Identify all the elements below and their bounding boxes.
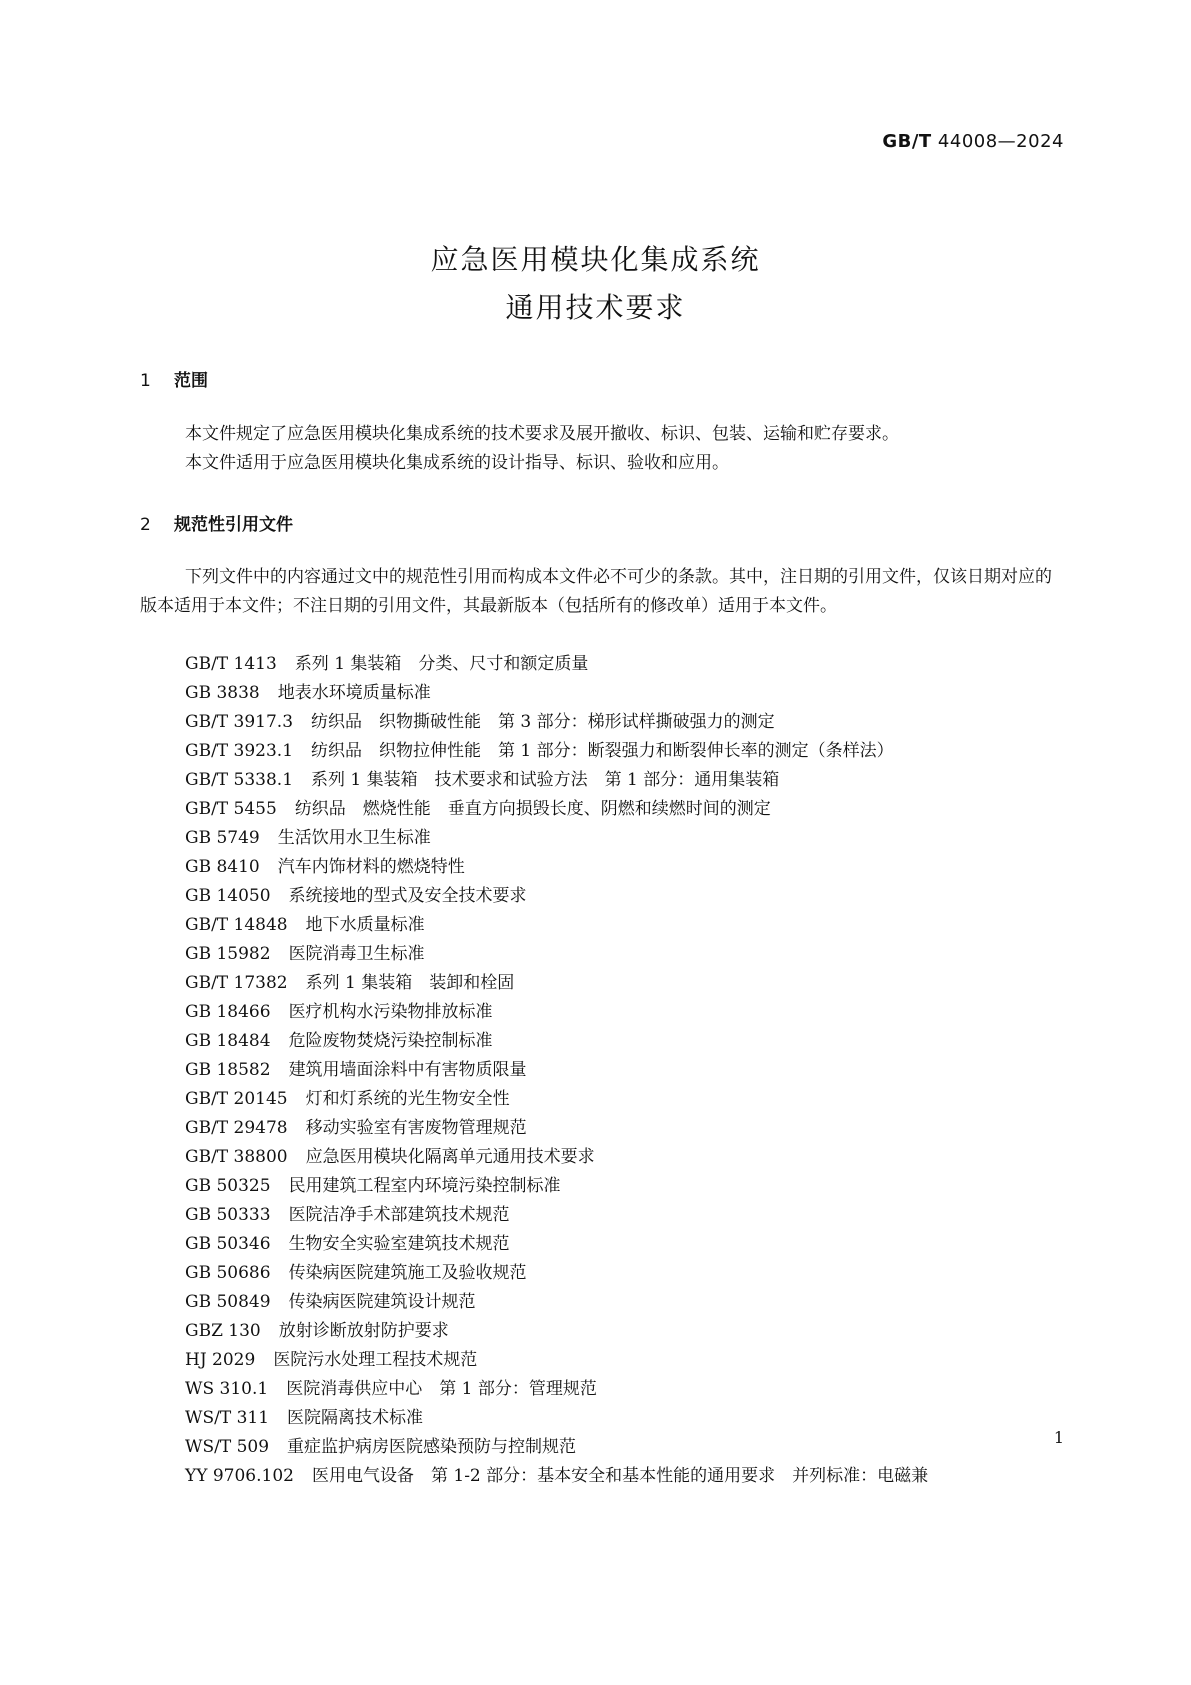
reference-code: GB/T 5338.1: [185, 770, 294, 790]
reference-code: GB 5749: [185, 828, 260, 848]
reference-title: 医院消毒供应中心 第 1 部分：管理规范: [286, 1379, 597, 1399]
section-2-intro: 下列文件中的内容通过文中的规范性引用而构成本文件必不可少的条款。其中，注日期的引用文件，仅该日期对应的版本适用于本文件；不注日期的引用文件，其最新版本（包括所有的修改单）适用于本文件。: [140, 567, 1052, 616]
reference-title: 医院消毒卫生标准: [288, 944, 425, 964]
section-1-title: 范围: [174, 371, 208, 391]
reference-title: 地表水环境质量标准: [277, 683, 431, 703]
reference-item: [185, 1201, 1065, 1230]
reference-item: [185, 1143, 1065, 1172]
reference-title: 汽车内饰材料的燃烧特性: [277, 857, 465, 877]
reference-code: HJ 2029: [185, 1350, 256, 1370]
reference-item: [185, 1230, 1065, 1259]
section-1-number: 1: [140, 371, 151, 391]
reference-title: 医院污水处理工程技术规范: [273, 1350, 478, 1370]
reference-item: [185, 766, 1065, 795]
section-1-paragraph-2: 本文件适用于应急医用模块化集成系统的设计指导、标识、验收和应用。: [185, 453, 729, 473]
reference-code: GB 3838: [185, 683, 260, 703]
reference-list: [185, 650, 1065, 1491]
section-2-heading: [140, 510, 293, 535]
reference-item: [185, 650, 1065, 679]
reference-item: [185, 795, 1065, 824]
reference-item: [185, 1288, 1065, 1317]
reference-code: GB 50333: [185, 1205, 271, 1225]
page-number: 1: [1053, 1428, 1064, 1447]
reference-item: [185, 969, 1065, 998]
reference-title: 系列 1 集装箱 分类、尺寸和额定质量: [294, 654, 589, 674]
reference-code: GB 50686: [185, 1263, 271, 1283]
document-title: [0, 236, 1191, 332]
reference-title: 医院隔离技术标准: [287, 1408, 424, 1428]
reference-title: 纺织品 燃烧性能 垂直方向损毁长度、阴燃和续燃时间的测定: [294, 799, 771, 819]
reference-code: WS/T 311: [185, 1408, 270, 1428]
reference-code: GBZ 130: [185, 1321, 261, 1341]
reference-title: 危险废物焚烧污染控制标准: [288, 1031, 493, 1051]
reference-title: 传染病医院建筑设计规范: [288, 1292, 476, 1312]
reference-item: [185, 1114, 1065, 1143]
standard-number: 44008—2024: [937, 131, 1064, 152]
reference-item: [185, 1404, 1065, 1433]
reference-code: GB 18466: [185, 1002, 271, 1022]
reference-code: GB 14050: [185, 886, 271, 906]
reference-title: 建筑用墙面涂料中有害物质限量: [288, 1060, 527, 1080]
reference-title: 纺织品 织物拉伸性能 第 1 部分：断裂强力和断裂伸长率的测定（条样法）: [311, 741, 894, 761]
section-1-heading: [140, 366, 208, 391]
reference-title: 灯和灯系统的光生物安全性: [305, 1089, 510, 1109]
reference-item: [185, 1317, 1065, 1346]
reference-item: [185, 998, 1065, 1027]
reference-title: 医院洁净手术部建筑技术规范: [288, 1205, 510, 1225]
reference-item: [185, 1259, 1065, 1288]
reference-title: 生物安全实验室建筑技术规范: [288, 1234, 510, 1254]
reference-item: [185, 708, 1065, 737]
reference-item: [185, 1056, 1065, 1085]
reference-item: [185, 1462, 1065, 1491]
reference-item: [185, 1375, 1065, 1404]
reference-title: 重症监护病房医院感染预防与控制规范: [287, 1437, 577, 1457]
section-1-paragraph-1: 本文件规定了应急医用模块化集成系统的技术要求及展开撤收、标识、包装、运输和贮存要求。: [185, 424, 899, 444]
section-1-body: [140, 420, 1052, 478]
section-2-number: 2: [140, 515, 151, 535]
reference-item: [185, 940, 1065, 969]
reference-code: WS 310.1: [185, 1379, 269, 1399]
reference-code: GB 50325: [185, 1176, 271, 1196]
reference-code: GB/T 14848: [185, 915, 288, 935]
reference-code: WS/T 509: [185, 1437, 270, 1457]
reference-code: GB/T 3923.1: [185, 741, 294, 761]
reference-title: 医用电气设备 第 1-2 部分：基本安全和基本性能的通用要求 并列标准：电磁兼: [311, 1466, 929, 1486]
reference-title: 民用建筑工程室内环境污染控制标准: [288, 1176, 561, 1196]
reference-title: 地下水质量标准: [305, 915, 425, 935]
reference-code: GB 50346: [185, 1234, 271, 1254]
reference-code: GB/T 20145: [185, 1089, 288, 1109]
reference-code: YY 9706.102: [185, 1466, 294, 1486]
reference-code: GB/T 29478: [185, 1118, 288, 1138]
reference-item: [185, 1433, 1065, 1462]
reference-item: [185, 1172, 1065, 1201]
reference-code: GB 8410: [185, 857, 260, 877]
reference-code: GB/T 3917.3: [185, 712, 294, 732]
title-line-2: 通用技术要求: [505, 291, 686, 324]
reference-code: GB 18484: [185, 1031, 271, 1051]
reference-title: 移动实验室有害废物管理规范: [305, 1118, 527, 1138]
reference-item: [185, 911, 1065, 940]
reference-title: 生活饮用水卫生标准: [277, 828, 431, 848]
reference-item: [185, 737, 1065, 766]
reference-item: [185, 853, 1065, 882]
reference-title: 系列 1 集装箱 技术要求和试验方法 第 1 部分：通用集装箱: [311, 770, 780, 790]
reference-item: [185, 679, 1065, 708]
reference-item: [185, 1085, 1065, 1114]
reference-code: GB 50849: [185, 1292, 271, 1312]
reference-title: 医疗机构水污染物排放标准: [288, 1002, 493, 1022]
standard-prefix: GB/T: [882, 131, 932, 152]
reference-item: [185, 1346, 1065, 1375]
reference-title: 系列 1 集装箱 装卸和栓固: [305, 973, 515, 993]
reference-title: 应急医用模块化隔离单元通用技术要求: [305, 1147, 595, 1167]
title-line-1: 应急医用模块化集成系统: [430, 243, 761, 276]
reference-code: GB/T 1413: [185, 654, 277, 674]
reference-title: 传染病医院建筑施工及验收规范: [288, 1263, 527, 1283]
reference-title: 纺织品 织物撕破性能 第 3 部分：梯形试样撕破强力的测定: [311, 712, 775, 732]
standard-code: [882, 131, 1064, 152]
reference-title: 放射诊断放射防护要求: [278, 1321, 449, 1341]
section-2-title: 规范性引用文件: [174, 515, 293, 535]
reference-title: 系统接地的型式及安全技术要求: [288, 886, 527, 906]
reference-item: [185, 1027, 1065, 1056]
reference-code: GB/T 17382: [185, 973, 288, 993]
reference-code: GB/T 5455: [185, 799, 277, 819]
reference-code: GB 18582: [185, 1060, 271, 1080]
reference-code: GB 15982: [185, 944, 271, 964]
reference-item: [185, 824, 1065, 853]
reference-code: GB/T 38800: [185, 1147, 288, 1167]
reference-item: [185, 882, 1065, 911]
